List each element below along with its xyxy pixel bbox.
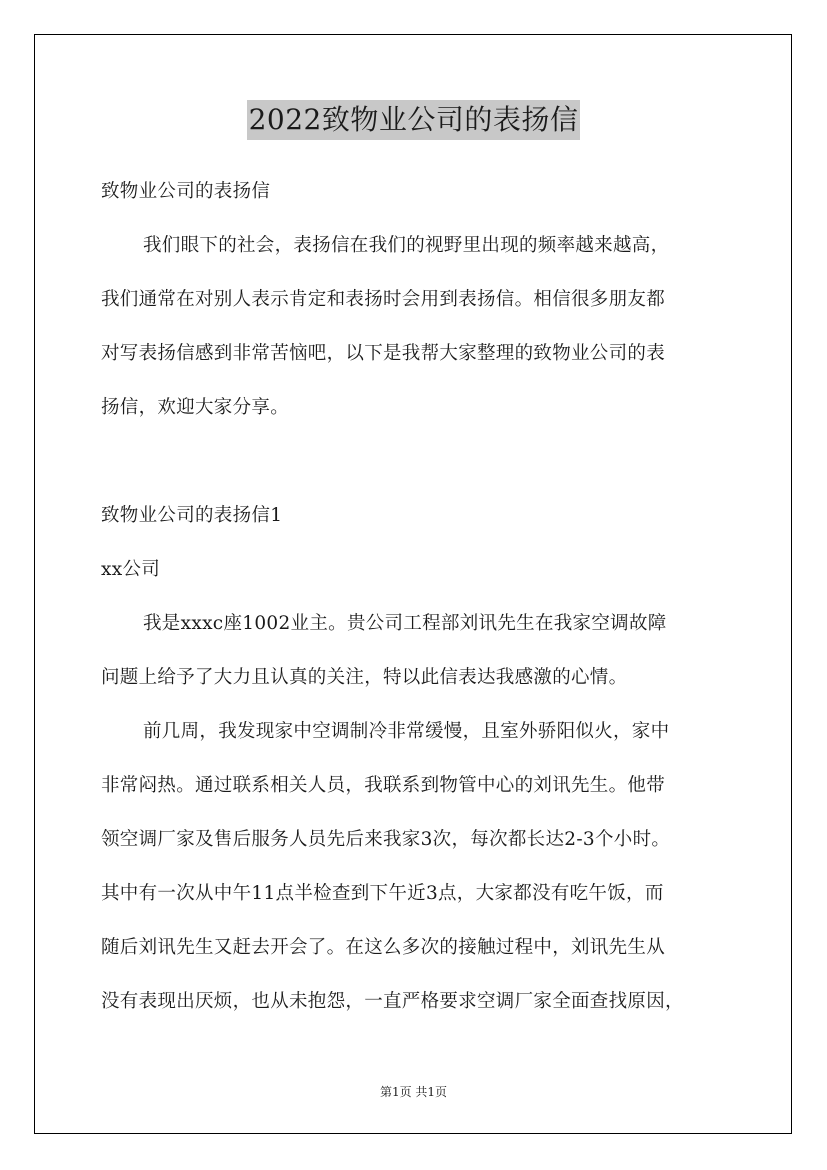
paragraph-line: 没有表现出厌烦，也从未抱怨，一直严格要求空调厂家全面查找原因， (101, 991, 684, 1012)
paragraph-line: 问题上给予了大力且认真的关注，特以此信表达我感激的心情。 (101, 667, 628, 688)
paragraph-line: 随后刘讯先生又赶去开会了。在这么多次的接触过程中，刘讯先生从 (101, 937, 666, 958)
page-footer (0, 1082, 827, 1102)
intro-line: 我们眼下的社会，表扬信在我们的视野里出现的频率越来越高， (143, 235, 670, 256)
paragraph-line: 领空调厂家及售后服务人员先后来我家3次，每次都长达2-3个小时。 (101, 829, 671, 850)
intro-line: 我们通常在对别人表示肯定和表扬时会用到表扬信。相信很多朋友都 (101, 289, 666, 310)
document-title: 2022致物业公司的表扬信 (247, 100, 581, 140)
paragraph-line: 我是xxxc座1002业主。贵公司工程部刘讯先生在我家空调故障 (143, 613, 667, 634)
letter-title: 致物业公司的表扬信1 (101, 505, 283, 526)
paragraph-line: 其中有一次从中午11点半检查到下午近3点，大家都没有吃午饭，而 (101, 883, 664, 904)
page-number: 第1页 共1页 (379, 1085, 448, 1099)
paragraph-gap (101, 435, 741, 489)
paragraph-line: 非常闷热。通过联系相关人员，我联系到物管中心的刘讯先生。他带 (101, 775, 666, 796)
recipient: xx公司 (101, 559, 161, 580)
title-container (0, 100, 827, 140)
paragraph-line: 前几周，我发现家中空调制冷非常缓慢，且室外骄阳似火，家中 (143, 721, 670, 742)
section-heading: 致物业公司的表扬信 (101, 181, 271, 202)
intro-line: 对写表扬信感到非常苦恼吧，以下是我帮大家整理的致物业公司的表 (101, 343, 666, 364)
document-body (101, 165, 741, 1029)
intro-line: 扬信，欢迎大家分享。 (101, 397, 290, 418)
